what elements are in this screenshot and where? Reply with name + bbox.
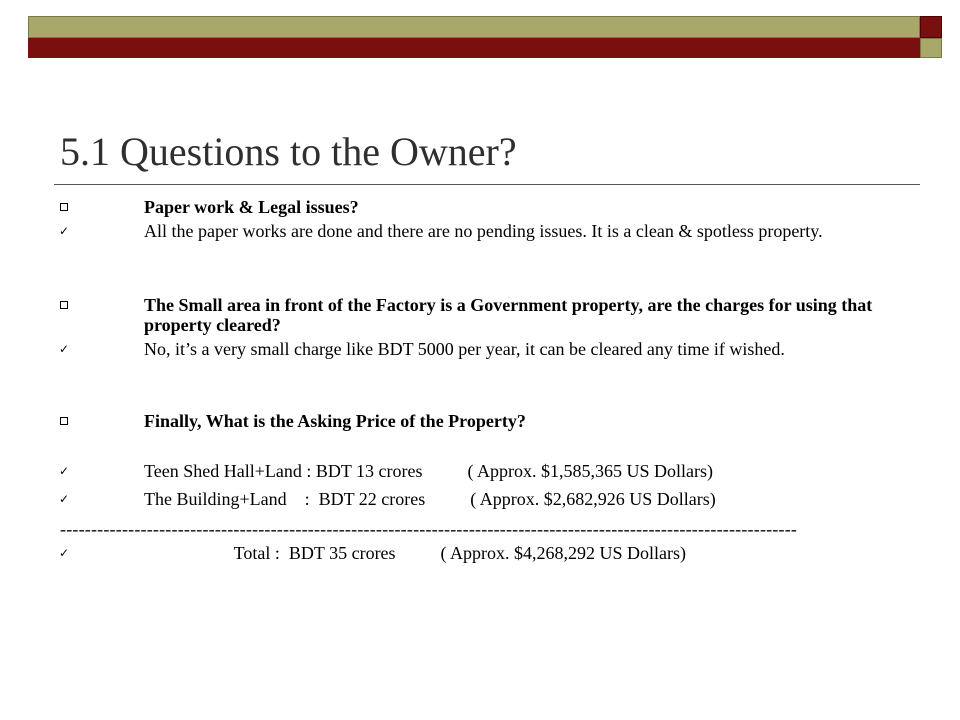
answer-text: All the paper works are done and there are no pending issues. It is a clean & spotless property. bbox=[144, 221, 823, 241]
check-icon: ✓ bbox=[58, 224, 70, 238]
check-icon: ✓ bbox=[58, 492, 70, 506]
header-square-maroon bbox=[920, 16, 942, 38]
check-icon: ✓ bbox=[58, 546, 70, 560]
header-bar-maroon bbox=[28, 38, 920, 58]
question-text: Paper work & Legal issues? bbox=[144, 197, 359, 217]
divider-line: ----------------------------------------------------------------------------------------------------------------------- bbox=[60, 519, 798, 539]
price-text: The Building+Land : BDT 22 crores ( Approx. $2,682,926 US Dollars) bbox=[144, 489, 716, 509]
title-rule bbox=[54, 184, 920, 185]
check-icon: ✓ bbox=[58, 464, 70, 478]
question-text: Finally, What is the Asking Price of the Property? bbox=[144, 411, 526, 431]
header-square-olive bbox=[920, 38, 942, 58]
square-bullet-icon bbox=[58, 411, 70, 431]
price-text: Teen Shed Hall+Land : BDT 13 crores ( Approx. $1,585,365 US Dollars) bbox=[144, 461, 713, 481]
answer-text: No, it’s a very small charge like BDT 5000 per year, it can be cleared any time if wished. bbox=[144, 339, 785, 359]
check-icon: ✓ bbox=[58, 342, 70, 356]
square-bullet-icon bbox=[58, 197, 70, 217]
slide-title: 5.1 Questions to the Owner? bbox=[60, 129, 517, 174]
square-bullet-icon bbox=[58, 295, 70, 315]
question-text: The Small area in front of the Factory is a Government property, are the charges for using that property cleared? bbox=[144, 295, 873, 335]
total-text: Total : BDT 35 crores ( Approx. $4,268,292 US Dollars) bbox=[144, 543, 687, 563]
header-bar-olive bbox=[28, 16, 920, 38]
